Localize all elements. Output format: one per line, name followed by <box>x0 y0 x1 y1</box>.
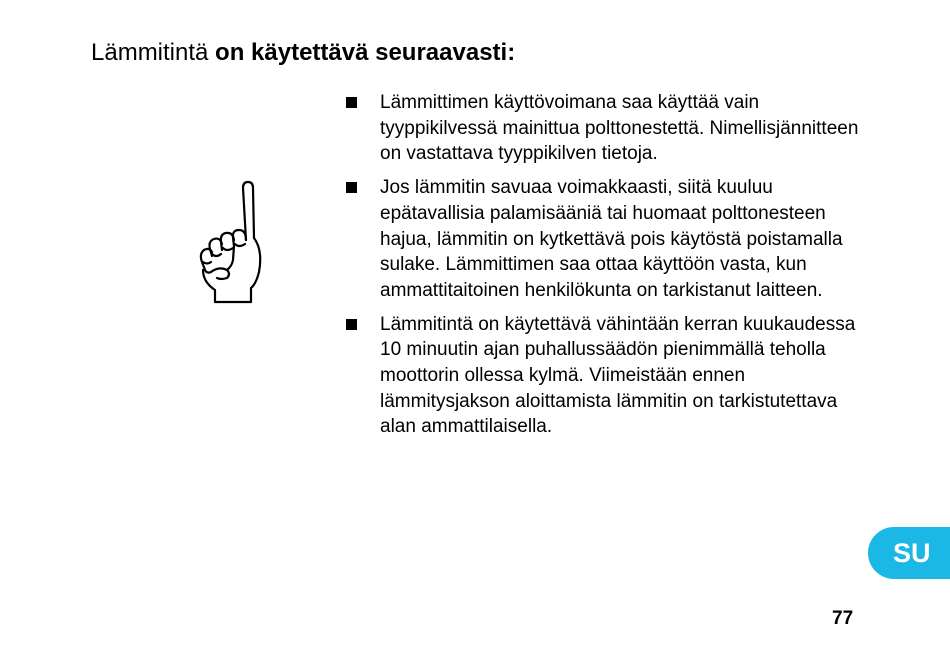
list-item-text: Lämmitintä on käytettävä vähintään kerran kuukaudessa 10 minuutin ajan puhallussäädön pienimmällä teholla moottorin ollessa kylmä. Viimeistään ennen lämmitysjakson aloittamista lämmitin on tarkistutettava alan ammattilaisella. <box>380 313 856 438</box>
list-item-text: Jos lämmitin savuaa voimakkaasti, siitä kuuluu epätavallisia palamisääniä tai huomaat polttonesteen hajua, lämmitin on kytkettävä pois käytöstä poistamalla sulake. Lämmittimen saa ottaa käyttöön vasta, kun ammattitaitoinen henkilökunta on tarkistanut laitteen. <box>380 177 843 301</box>
page-heading <box>91 37 515 69</box>
list-item <box>346 312 866 441</box>
list-item <box>346 175 866 304</box>
heading-normal: Lämmitintä <box>91 39 209 66</box>
list-item-text: Lämmittimen käyttövoimana saa käyttää vain tyyppikilvessä mainittua polttonestettä. Nimellisjännitteen on vastattava tyyppikilven tietoja. <box>380 92 859 165</box>
square-bullet-icon <box>346 182 357 193</box>
square-bullet-icon <box>346 97 357 108</box>
heading-bold: on käytettävä seuraavasti: <box>215 39 516 66</box>
square-bullet-icon <box>346 319 357 330</box>
list-item <box>346 90 866 167</box>
language-tab-label: SU <box>893 538 931 568</box>
language-tab <box>868 527 950 579</box>
page-number: 77 <box>832 608 854 629</box>
pointing-hand-icon <box>193 180 263 306</box>
instruction-list <box>346 90 866 448</box>
